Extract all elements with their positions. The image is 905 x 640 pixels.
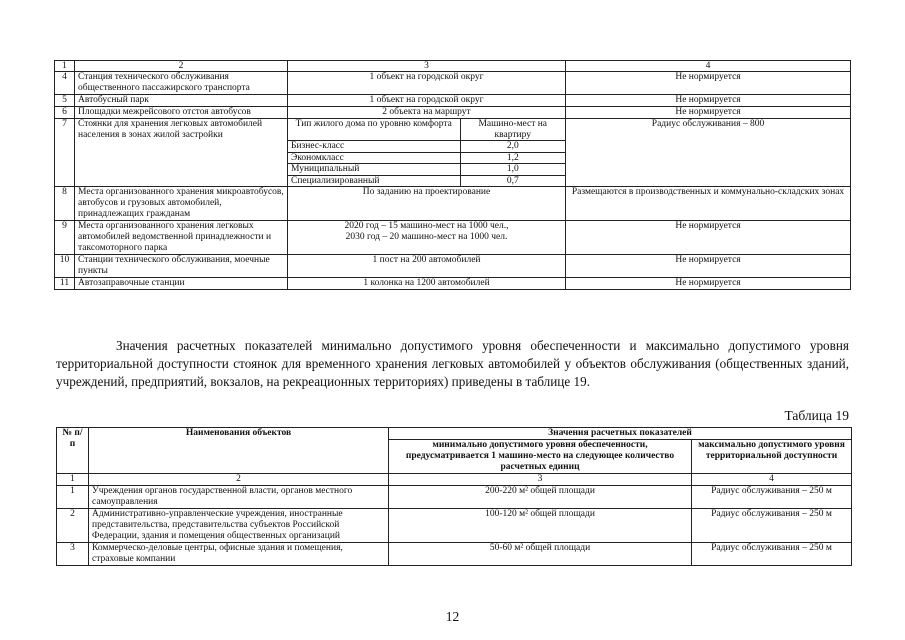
row-number: 11 — [55, 278, 75, 290]
accessibility-value: Не нормируется — [566, 278, 851, 290]
col-number: 4 — [692, 474, 852, 486]
table-caption: Таблица 19 — [784, 408, 849, 423]
col-number: 2 — [75, 61, 288, 72]
accessibility-value: Размещаются в производственных и коммунально-складских зонах — [566, 187, 851, 221]
col-number: 3 — [288, 61, 566, 72]
header-min-provision: минимально допустимого уровня обеспеченности, предусматривается 1 машино-место на следующее количество расчетных единиц — [389, 440, 692, 474]
provision-value: 2 объекта на маршрут — [288, 107, 566, 119]
min-provision-value: 200-220 м² общей площади — [389, 486, 692, 509]
max-accessibility-value: Радиус обслуживания – 250 м — [692, 543, 852, 566]
body-paragraph-text: Значения расчетных показателей минимально допустимого уровня обеспеченности и максимально допустимого уровня территориальной доступности стоянок для временного хранения легковых автомобилей у объектов обслуживания (общественных зданий, учреждений, предприятий, вокзалов, на рекреационных территориях) приведены в таблице 19. — [56, 338, 849, 389]
col-number: 2 — [89, 474, 389, 486]
min-provision-value: 50-60 м² общей площади — [389, 543, 692, 566]
object-name: Площадки межрейсового отстоя автобусов — [75, 107, 288, 119]
row-number: 1 — [57, 486, 89, 509]
house-type: Специализированный — [288, 175, 460, 186]
table-row — [55, 221, 851, 255]
page-number: 12 — [445, 609, 460, 624]
object-name: Автобусный парк — [75, 95, 288, 107]
row-number: 9 — [55, 221, 75, 255]
subtable-row — [288, 141, 565, 153]
header-name: Наименования объектов — [89, 428, 389, 474]
sub-header-type: Тип жилого дома по уровню комфорта — [288, 119, 460, 141]
max-accessibility-value: Радиус обслуживания – 250 м — [692, 509, 852, 543]
col-number: 1 — [57, 474, 89, 486]
header-group: Значения расчетных показателей — [389, 428, 852, 440]
row-number: 10 — [55, 255, 75, 278]
row-number: 3 — [57, 543, 89, 566]
table-row — [55, 119, 851, 187]
provision-value: 1 объект на городской округ — [288, 72, 566, 95]
accessibility-value: Не нормируется — [566, 72, 851, 95]
places-per-flat: 2,0 — [460, 141, 565, 153]
table-row — [55, 187, 851, 221]
row-number: 7 — [55, 119, 75, 187]
row-number: 2 — [57, 509, 89, 543]
object-name: Места организованного хранения легковых автомобилей ведомственной принадлежности и таксомоторного парка — [75, 221, 288, 255]
house-type: Бизнес-класс — [288, 141, 460, 153]
subtable-header — [288, 119, 565, 141]
table-row — [57, 486, 852, 509]
accessibility-value: Радиус обслуживания – 800 — [566, 119, 851, 187]
provision-line: 2020 год – 15 машино-мест на 1000 чел., — [344, 221, 509, 231]
subtable-row — [288, 175, 565, 186]
table-row — [55, 95, 851, 107]
row-number: 5 — [55, 95, 75, 107]
object-name: Станция технического обслуживания общественного пассажирского транспорта — [75, 72, 288, 95]
body-paragraph — [56, 337, 849, 391]
house-type: Экономкласс — [288, 152, 460, 164]
object-name: Автозаправочные станции — [75, 278, 288, 290]
col-number: 4 — [566, 61, 851, 72]
object-name: Стоянки для хранения легковых автомобилей населения в зонах жилой застройки — [75, 119, 288, 187]
object-name: Административно-управленческие учреждения, иностранные представительства, представительства субъектов Российской Федерации, здания и помещения общественных организаций — [89, 509, 389, 543]
header-num: № п/п — [57, 428, 89, 474]
accessibility-value: Не нормируется — [566, 95, 851, 107]
table-row — [57, 509, 852, 543]
provision-line: 2030 год – 20 машино-мест на 1000 чел. — [345, 232, 508, 242]
comfort-subtable-cell — [288, 119, 566, 187]
parking-norms-table — [56, 427, 852, 566]
provision-value: 1 объект на городской округ — [288, 95, 566, 107]
column-number-row — [55, 61, 851, 72]
table-row — [57, 543, 852, 566]
col-number: 1 — [55, 61, 75, 72]
normatives-table-continued — [54, 60, 851, 290]
subtable-row — [288, 164, 565, 176]
subtable-row — [288, 152, 565, 164]
row-number: 8 — [55, 187, 75, 221]
accessibility-value: Не нормируется — [566, 255, 851, 278]
col-number: 3 — [389, 474, 692, 486]
object-name: Коммерческо-деловые центры, офисные здания и помещения, страховые компании — [89, 543, 389, 566]
places-per-flat: 1,0 — [460, 164, 565, 176]
places-per-flat: 1,2 — [460, 152, 565, 164]
max-accessibility-value: Радиус обслуживания – 250 м — [692, 486, 852, 509]
row-number: 4 — [55, 72, 75, 95]
table-row — [55, 72, 851, 95]
header-row — [57, 428, 852, 440]
row-number: 6 — [55, 107, 75, 119]
column-number-row — [57, 474, 852, 486]
accessibility-value: Не нормируется — [566, 221, 851, 255]
object-name: Места организованного хранения микроавтобусов, автобусов и грузовых автомобилей, принадлежащих гражданам — [75, 187, 288, 221]
sub-header-places: Машино-мест на квартиру — [460, 119, 565, 141]
object-name: Станции технического обслуживания, моечные пункты — [75, 255, 288, 278]
provision-value: 1 пост на 200 автомобилей — [288, 255, 566, 278]
table-row — [55, 278, 851, 290]
object-name: Учреждения органов государственной власти, органов местного самоуправления — [89, 486, 389, 509]
provision-value: По заданию на проектирование — [288, 187, 566, 221]
min-provision-value: 100-120 м² общей площади — [389, 509, 692, 543]
table-row — [55, 255, 851, 278]
accessibility-value: Не нормируется — [566, 107, 851, 119]
header-max-accessibility: максимально допустимого уровня территориальной доступности — [692, 440, 852, 474]
provision-value — [288, 221, 566, 255]
table-row — [55, 107, 851, 119]
comfort-subtable — [288, 119, 565, 186]
places-per-flat: 0,7 — [460, 175, 565, 186]
provision-value: 1 колонка на 1200 автомобилей — [288, 278, 566, 290]
house-type: Муниципальный — [288, 164, 460, 176]
